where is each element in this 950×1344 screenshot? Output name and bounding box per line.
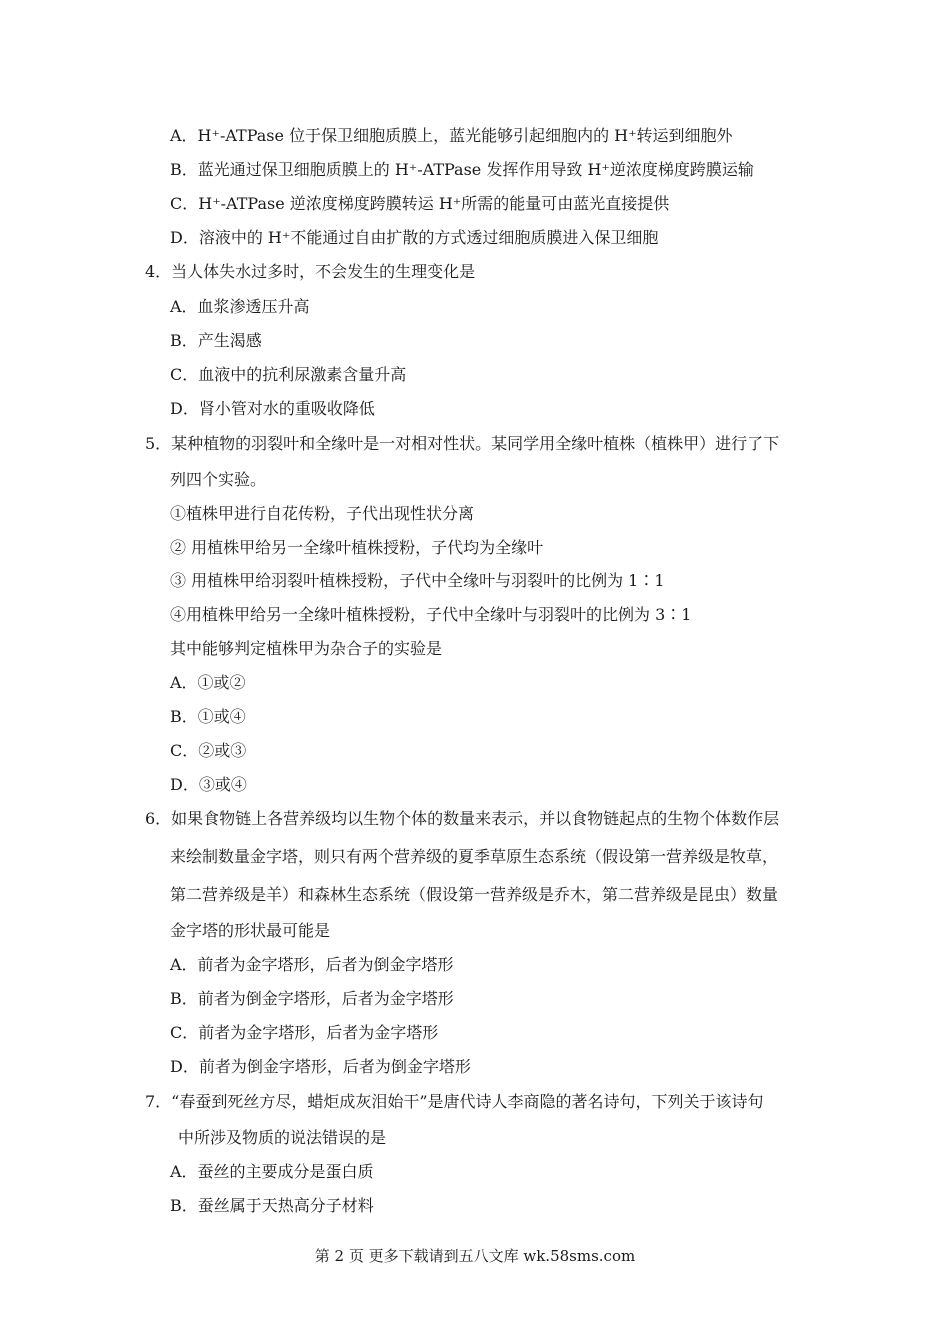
option-a: A．蚕丝的主要成分是蛋白质	[170, 1162, 374, 1181]
question-stem-continued: 列四个实验。	[170, 470, 267, 489]
experiment-1: ①植株甲进行自花传粉，子代出现性状分离	[170, 504, 475, 523]
option-c: C．②或③	[170, 741, 247, 760]
question-stem: 5．某种植物的羽裂叶和全缘叶是一对相对性状。某同学用全缘叶植株（植株甲）进行了下	[145, 434, 780, 453]
option-a: A．H⁺-ATPase 位于保卫细胞质膜上，蓝光能够引起细胞内的 H⁺转运到细胞外	[170, 126, 733, 145]
question-stem-line-2: 来绘制数量金字塔，则只有两个营养级的夏季草原生态系统（假设第一营养级是牧草，	[170, 847, 779, 866]
option-b: B．前者为倒金字塔形，后者为金字塔形	[170, 989, 454, 1008]
question-stem-line-4: 金字塔的形状最可能是	[170, 921, 331, 940]
experiment-3: ③ 用植株甲给羽裂叶植株授粉，子代中全缘叶与羽裂叶的比例为 1∶1	[170, 571, 665, 590]
page-footer: 第 2 页 更多下载请到五八文库 wk.58sms.com	[314, 1247, 636, 1265]
option-b: B．蓝光通过保卫细胞质膜上的 H⁺-ATPase 发挥作用导致 H⁺逆浓度梯度跨膜运输	[170, 160, 754, 179]
question-stem: 7．“春蚕到死丝方尽，蜡炬成灰泪始干”是唐代诗人李商隐的著名诗句，下列关于该诗句	[145, 1092, 764, 1111]
option-a: A．前者为金字塔形，后者为倒金字塔形	[170, 955, 454, 974]
option-a: A．血浆渗透压升高	[170, 297, 310, 316]
option-d: D．前者为倒金字塔形，后者为倒金字塔形	[170, 1057, 471, 1076]
experiment-2: ② 用植株甲给另一全缘叶植株授粉，子代均为全缘叶	[170, 538, 544, 557]
question-stem: 6．如果食物链上各营养级均以生物个体的数量来表示，并以食物链起点的生物个体数作层	[145, 809, 780, 828]
option-d: D．溶液中的 H⁺不能通过自由扩散的方式透过细胞质膜进入保卫细胞	[170, 228, 659, 247]
option-a: A．①或②	[170, 673, 246, 692]
option-c: C．H⁺-ATPase 逆浓度梯度跨膜转运 H⁺所需的能量可由蓝光直接提供	[170, 194, 670, 213]
question-prompt: 其中能够判定植株甲为杂合子的实验是	[170, 639, 443, 658]
option-c: C．血液中的抗利尿激素含量升高	[170, 365, 407, 384]
question-stem-line-3: 第二营养级是羊）和森林生态系统（假设第一营养级是乔木，第二营养级是昆虫）数量	[170, 885, 779, 904]
option-b: B．蚕丝属于天热高分子材料	[170, 1196, 374, 1215]
experiment-4: ④用植株甲给另一全缘叶植株授粉，子代中全缘叶与羽裂叶的比例为 3∶1	[170, 605, 692, 624]
option-d: D．③或④	[170, 775, 247, 794]
option-d: D．肾小管对水的重吸收降低	[170, 399, 375, 418]
option-b: B．①或④	[170, 707, 246, 726]
option-c: C．前者为金字塔形，后者为金字塔形	[170, 1023, 439, 1042]
question-stem-continued: 中所涉及物质的说法错误的是	[178, 1128, 387, 1147]
question-stem: 4．当人体失水过多时，不会发生的生理变化是	[145, 262, 476, 281]
option-b: B．产生渴感	[170, 331, 262, 350]
